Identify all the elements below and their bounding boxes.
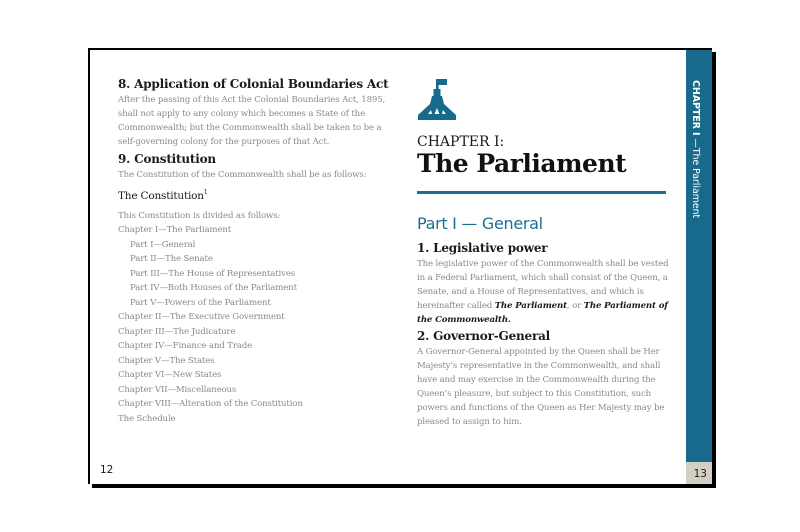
section-8-body: After the passing of this Act the Colonial Boundaries Act, 1895, shall not apply to any colony which becomes a State of the Commonwealth; but the Commonwealth shall be taken to be a self-governing colony for the purposes of that Act. xyxy=(118,95,386,147)
part-title: Part I — General xyxy=(417,214,543,233)
sidebar-chapter-label xyxy=(690,80,701,218)
right-page xyxy=(400,50,712,484)
toc-item: Part III—The House of Representatives xyxy=(130,268,296,279)
toc-item: Part IV—Both Houses of the Parliament xyxy=(130,283,297,293)
constitution-heading xyxy=(118,190,207,202)
section-2-body: A Governor-General appointed by the Queen shall be Her Majesty’s representative in the Commonwealth, and shall have and may exercise in the Commonwealth during the Queen’s pleasure, but subject to this Constitution, such powers and functions of the Queen as Her Majesty may be pleased to assign to him. xyxy=(417,347,665,427)
toc-item: Chapter II—The Executive Government xyxy=(118,312,285,322)
toc-item: Part I—General xyxy=(130,239,196,250)
page-number-right: 13 xyxy=(693,468,707,480)
section-1-heading: 1. Legislative power xyxy=(417,241,548,255)
section-8-heading: 8. Application of Colonial Boundaries Act xyxy=(118,77,389,91)
chapter-sidebar-tab[interactable] xyxy=(686,50,712,462)
section-1-emphasis-commonwealth: The Parliament of the Commonwealth. xyxy=(417,301,668,325)
chapter-title: The Parliament xyxy=(417,149,627,178)
constitution-heading-text: The Constitution xyxy=(118,190,204,202)
toc-item: Part II—The Senate xyxy=(130,254,213,264)
toc-item: Chapter V—The States xyxy=(118,355,215,366)
toc-item: Chapter IV—Finance and Trade xyxy=(118,341,253,351)
section-1-body xyxy=(417,257,673,327)
toc-item: Chapter VIII—Alteration of the Constitution xyxy=(118,399,303,409)
section-2-heading: 2. Governor-General xyxy=(417,329,551,343)
section-1-text-middle: , or xyxy=(566,301,584,311)
footnote-marker[interactable]: 1 xyxy=(203,189,208,196)
sidebar-chapter-name: —The Parliament xyxy=(690,135,701,219)
toc-item: Part V—Powers of the Parliament xyxy=(130,297,271,308)
parliament-building-icon xyxy=(417,77,457,123)
page-number-left: 12 xyxy=(100,464,114,476)
toc-item: Chapter I—The Parliament xyxy=(118,225,232,235)
toc-item: Chapter VII—Miscellaneous xyxy=(118,384,237,395)
section-1-text: The legislative power of the Commonwealth shall be vested in a Federal Parliament, which shall consist of the Queen, a Senate, and a House of Representatives, and which is hereinafter called xyxy=(417,259,669,311)
chapter-divider xyxy=(417,191,666,194)
left-page xyxy=(90,50,400,484)
toc-item: Chapter III—The Judicature xyxy=(118,326,236,337)
toc-item: Chapter VI—New States xyxy=(118,370,222,380)
section-9-body: The Constitution of the Commonwealth shall be as follows: xyxy=(118,170,367,180)
section-9-heading: 9. Constitution xyxy=(118,152,216,166)
sidebar-chapter-number: CHAPTER I xyxy=(690,80,701,136)
toc-item: The Schedule xyxy=(118,413,176,424)
section-1-emphasis-parliament: The Parliament xyxy=(494,301,567,311)
table-of-contents xyxy=(118,223,303,426)
constitution-intro: This Constitution is divided as follows: xyxy=(118,211,281,221)
book-spread xyxy=(88,48,712,484)
chapter-label: CHAPTER I: xyxy=(417,134,505,150)
